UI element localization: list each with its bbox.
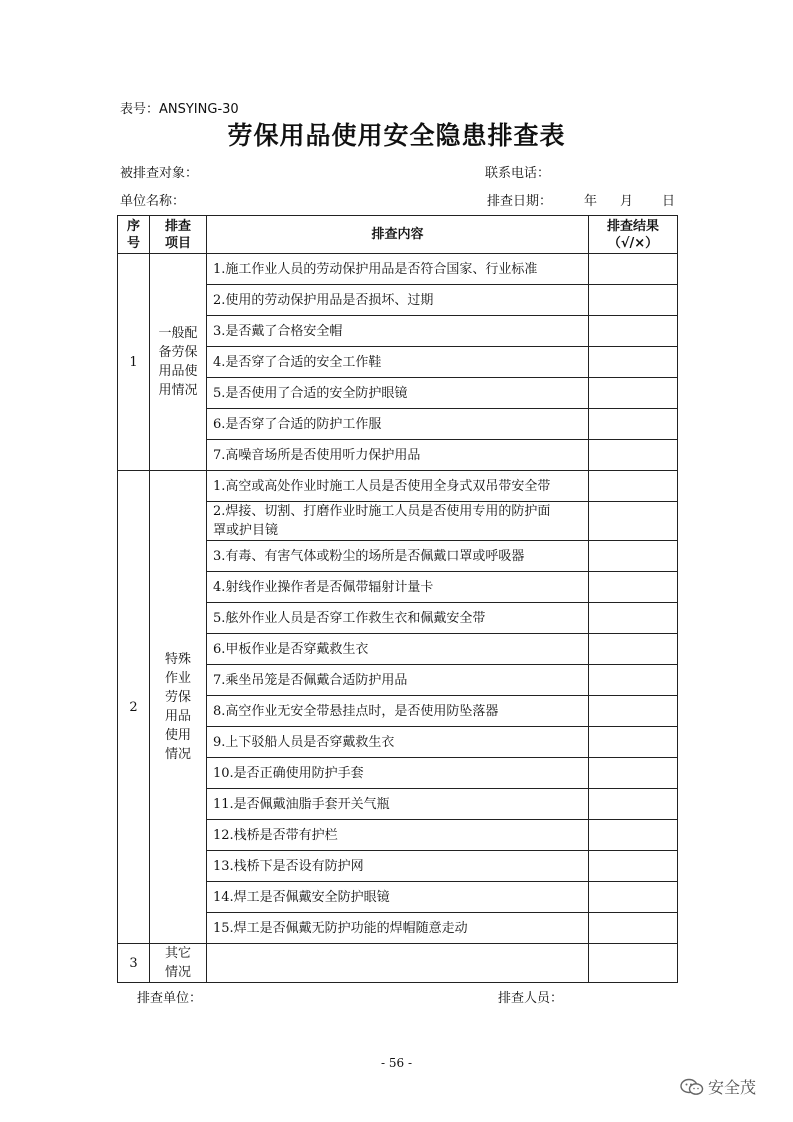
target-label: 被排查对象： [120, 166, 199, 181]
page-title: 劳保用品使用安全隐患排查表 [227, 121, 566, 150]
result-cell[interactable] [589, 316, 678, 347]
result-cell[interactable] [589, 944, 678, 983]
inspection-table [117, 215, 678, 983]
section-seq: 1 [118, 254, 150, 471]
footer-unit-label: 排查单位： [137, 991, 203, 1006]
date-year: 年 [584, 194, 598, 209]
unit-label: 单位名称： [120, 194, 186, 209]
table-row [118, 944, 678, 983]
result-cell[interactable] [589, 789, 678, 820]
table-row [118, 471, 678, 502]
check-item: 6.是否穿了合适的防护工作服 [207, 409, 589, 440]
check-item-empty[interactable] [207, 944, 589, 983]
check-item: 8.高空作业无安全带悬挂点时，是否使用防坠落器 [207, 696, 589, 727]
table-row [118, 254, 678, 285]
result-cell[interactable] [589, 347, 678, 378]
check-item: 3.是否戴了合格安全帽 [207, 316, 589, 347]
wechat-icon [680, 1078, 704, 1100]
check-item: 14.焊工是否佩戴安全防护眼镜 [207, 882, 589, 913]
footer-person-label: 排查人员： [498, 991, 564, 1006]
result-cell[interactable] [589, 820, 678, 851]
watermark [680, 1075, 756, 1100]
result-cell[interactable] [589, 634, 678, 665]
section-category: 其它 情况 [150, 944, 207, 983]
check-item: 9.上下驳船人员是否穿戴救生衣 [207, 727, 589, 758]
check-item: 12.栈桥是否带有护栏 [207, 820, 589, 851]
check-item: 15.焊工是否佩戴无防护功能的焊帽随意走动 [207, 913, 589, 944]
result-cell[interactable] [589, 502, 678, 541]
result-cell[interactable] [589, 378, 678, 409]
check-item: 6.甲板作业是否穿戴救生衣 [207, 634, 589, 665]
result-cell[interactable] [589, 727, 678, 758]
header-result: 排查结果 （√/×） [589, 216, 678, 254]
result-cell[interactable] [589, 882, 678, 913]
check-item: 11.是否佩戴油脂手套开关气瓶 [207, 789, 589, 820]
page-number: - 56 - [380, 1056, 412, 1070]
result-cell[interactable] [589, 696, 678, 727]
section-seq: 2 [118, 471, 150, 944]
check-item: 1.施工作业人员的劳动保护用品是否符合国家、行业标准 [207, 254, 589, 285]
section-seq: 3 [118, 944, 150, 983]
result-cell[interactable] [589, 409, 678, 440]
date-day: 日 [662, 194, 676, 209]
table-header-row [118, 216, 678, 254]
result-cell[interactable] [589, 851, 678, 882]
result-cell[interactable] [589, 758, 678, 789]
check-item: 10.是否正确使用防护手套 [207, 758, 589, 789]
section-category: 一般配 备劳保 用品使 用情况 [150, 254, 207, 471]
check-item: 5.舷外作业人员是否穿工作救生衣和佩戴安全带 [207, 603, 589, 634]
result-cell[interactable] [589, 254, 678, 285]
watermark-text: 安全茂 [708, 1078, 757, 1097]
check-item: 5.是否使用了合适的安全防护眼镜 [207, 378, 589, 409]
contact-label: 联系电话： [485, 166, 551, 181]
check-item: 7.高噪音场所是否使用听力保护用品 [207, 440, 589, 471]
check-item: 4.射线作业操作者是否佩带辐射计量卡 [207, 572, 589, 603]
result-cell[interactable] [589, 603, 678, 634]
header-item: 排查 项目 [150, 216, 207, 254]
result-cell[interactable] [589, 913, 678, 944]
section-category: 特殊 作业 劳保 用品 使用 情况 [150, 471, 207, 944]
result-cell[interactable] [589, 285, 678, 316]
check-item: 4.是否穿了合适的安全工作鞋 [207, 347, 589, 378]
check-item: 2.焊接、切割、打磨作业时施工人员是否使用专用的防护面 罩或护目镜 [207, 502, 589, 541]
result-cell[interactable] [589, 541, 678, 572]
result-cell[interactable] [589, 572, 678, 603]
header-content: 排查内容 [207, 216, 589, 254]
header-seq: 序 号 [118, 216, 150, 254]
result-cell[interactable] [589, 471, 678, 502]
result-cell[interactable] [589, 440, 678, 471]
result-cell[interactable] [589, 665, 678, 696]
check-item: 2.使用的劳动保护用品是否损坏、过期 [207, 285, 589, 316]
date-label: 排查日期： [487, 194, 553, 209]
check-item: 3.有毒、有害气体或粉尘的场所是否佩戴口罩或呼吸器 [207, 541, 589, 572]
form-code: 表号：ANSYING-30 [120, 102, 239, 117]
date-month: 月 [620, 194, 634, 209]
check-item: 1.高空或高处作业时施工人员是否使用全身式双吊带安全带 [207, 471, 589, 502]
check-item: 7.乘坐吊笼是否佩戴合适防护用品 [207, 665, 589, 696]
check-item: 13.栈桥下是否设有防护网 [207, 851, 589, 882]
